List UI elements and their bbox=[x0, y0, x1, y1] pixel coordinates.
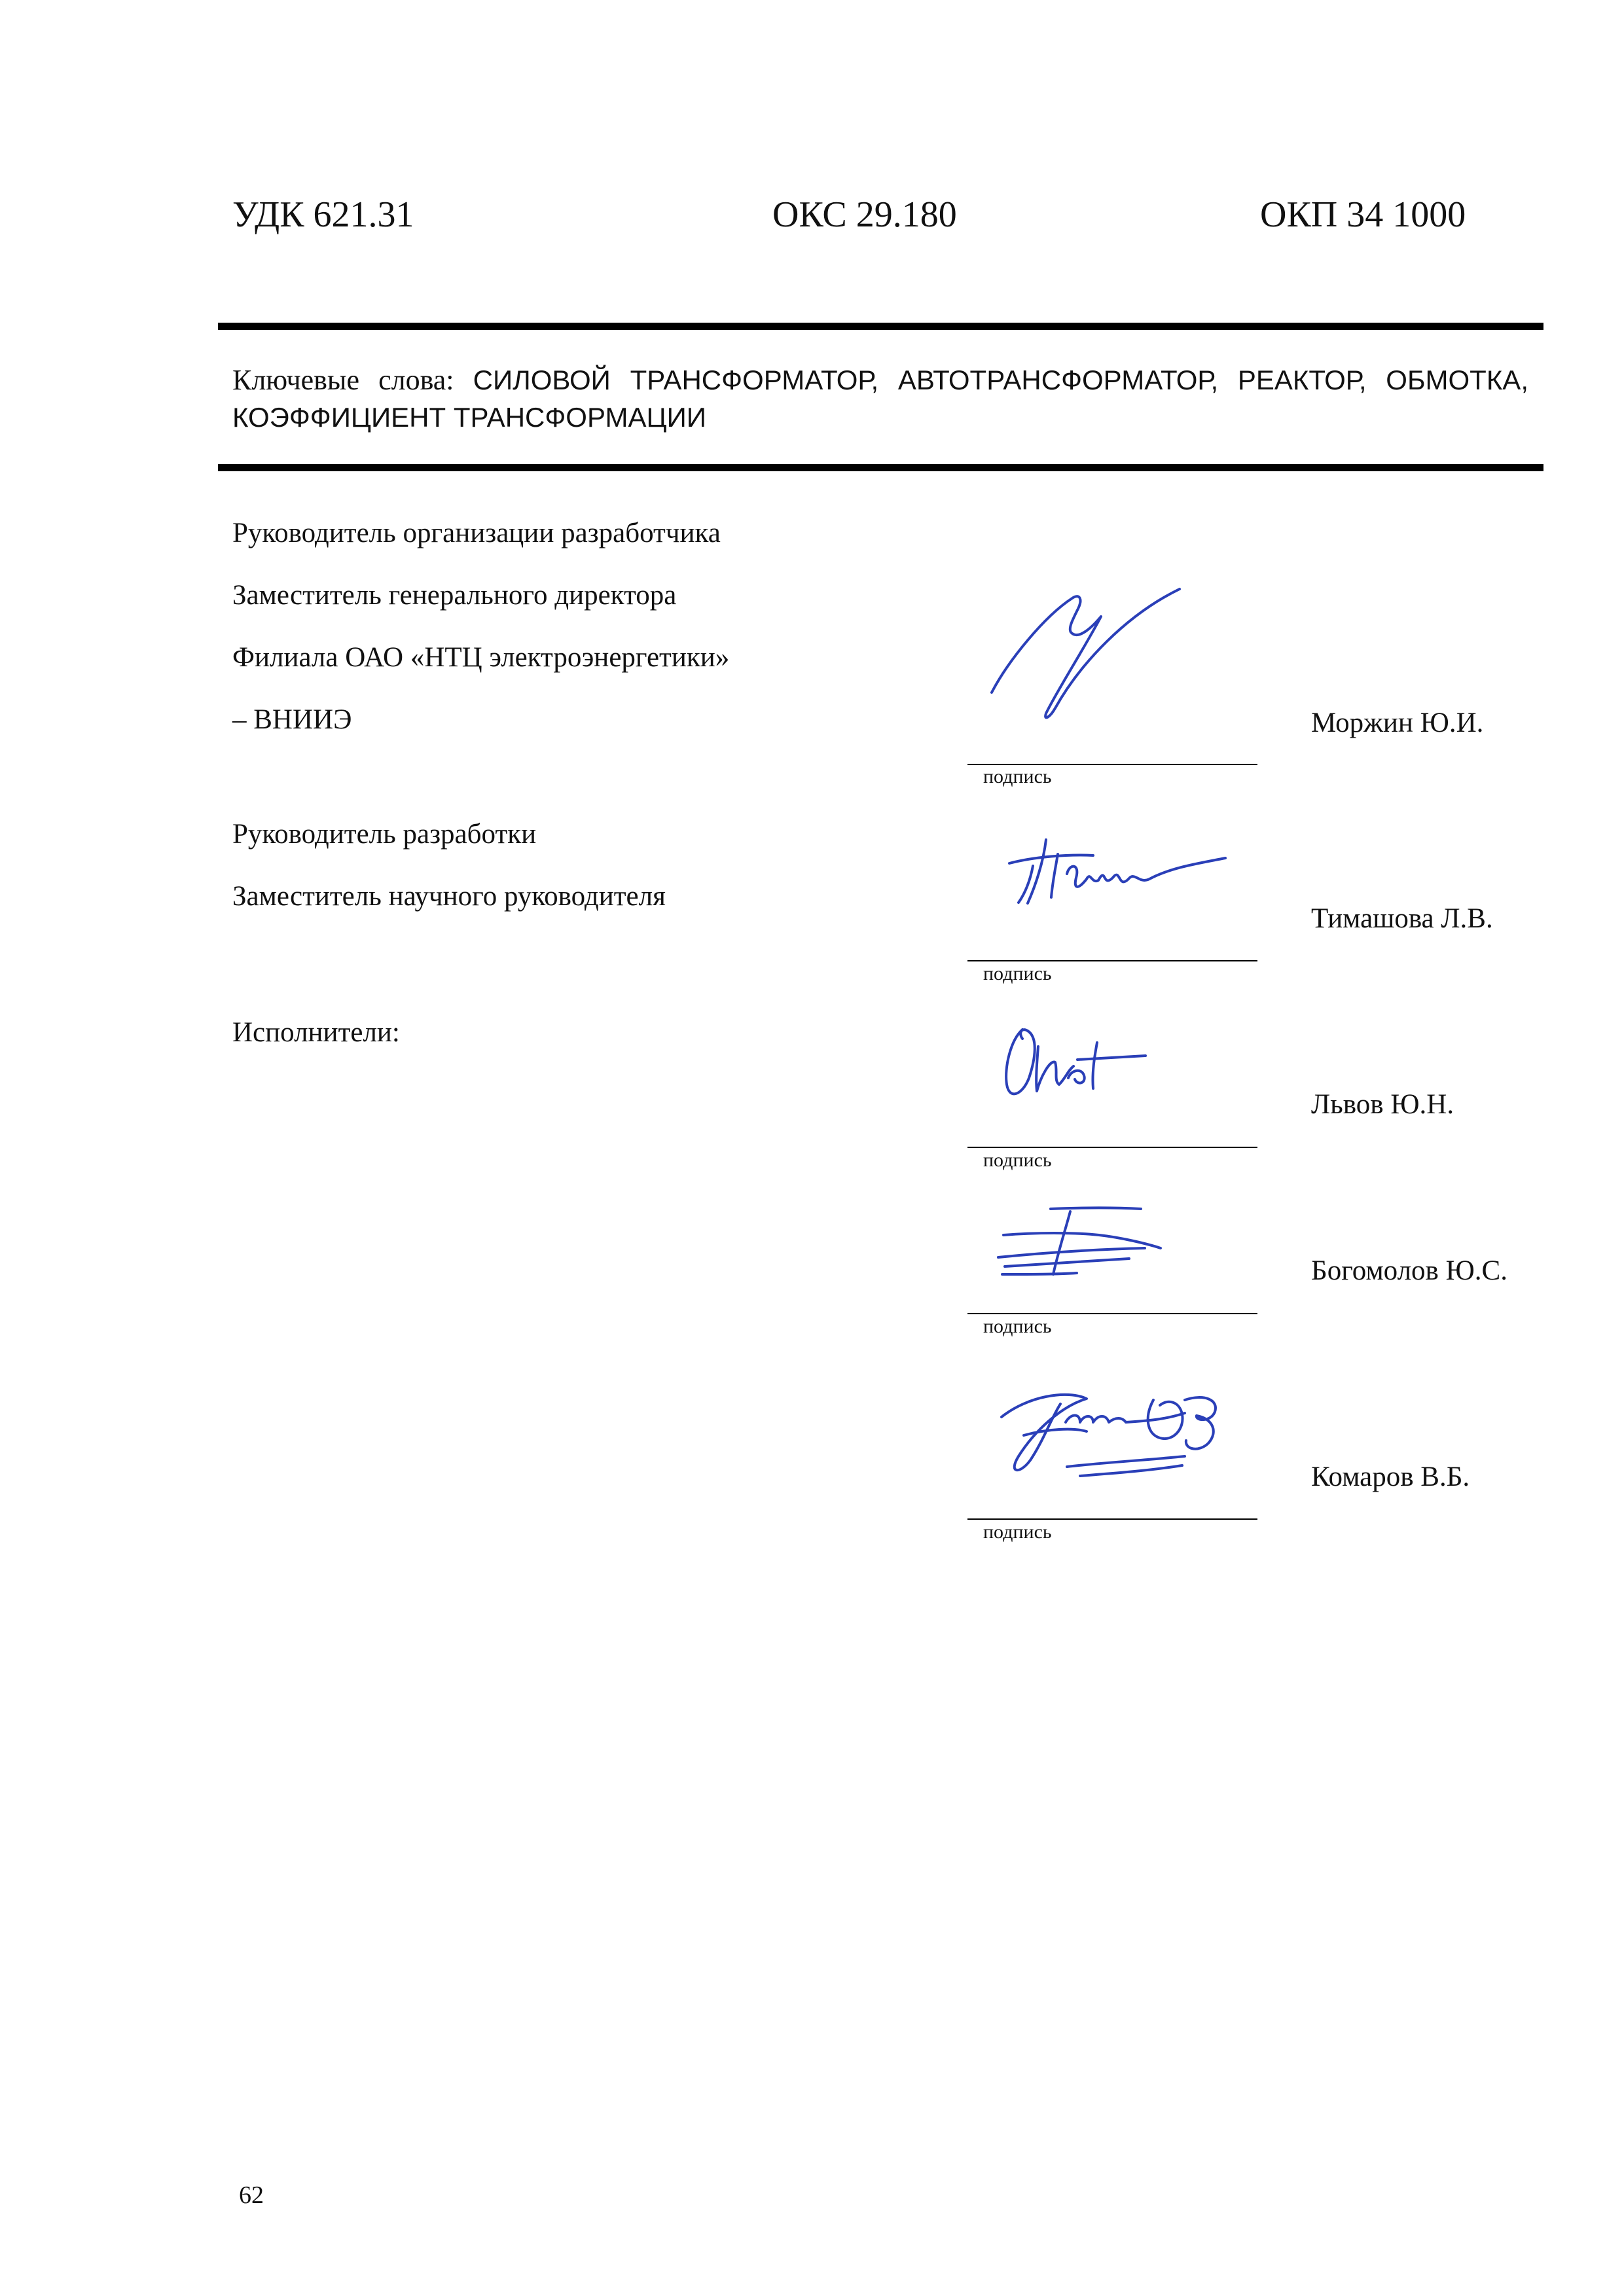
okp-code: ОКП 34 1000 bbox=[1260, 194, 1466, 235]
keywords-label: Ключевые слова: bbox=[232, 364, 454, 396]
org-head-position: Заместитель генерального директора bbox=[232, 580, 677, 611]
page-number: 62 bbox=[239, 2181, 264, 2209]
name-timashova: Тимашова Л.В. bbox=[1311, 903, 1493, 934]
signature-caption-komarov: подпись bbox=[983, 1521, 1052, 1543]
org-head-branch: Филиала ОАО «НТЦ электроэнергетики» bbox=[232, 642, 730, 673]
signature-bogomolov bbox=[985, 1201, 1182, 1286]
signature-timashova bbox=[995, 828, 1237, 913]
signature-caption-morzhin: подпись bbox=[983, 766, 1052, 787]
signature-lvov bbox=[995, 1018, 1152, 1109]
signature-morzhin bbox=[982, 583, 1204, 733]
name-komarov: Комаров В.Б. bbox=[1311, 1462, 1470, 1492]
keywords-block bbox=[232, 361, 1528, 436]
name-morzhin: Моржин Ю.И. bbox=[1311, 708, 1484, 738]
signature-line-morzhin bbox=[967, 764, 1257, 765]
signature-caption-lvov: подпись bbox=[983, 1149, 1052, 1171]
signature-line-komarov bbox=[967, 1518, 1257, 1520]
keywords-text: СИЛОВОЙ ТРАНСФОРМАТОР, АВТОТРАНСФОРМАТОР, РЕАКТОР, ОБМОТКА, КОЭФФИЦИЕНТ ТРАНСФОРМАЦИИ bbox=[232, 365, 1528, 433]
signature-line-timashova bbox=[967, 960, 1257, 961]
udk-code: УДК 621.31 bbox=[232, 194, 414, 235]
dev-head-position: Заместитель научного руководителя bbox=[232, 881, 666, 912]
oks-code: ОКС 29.180 bbox=[772, 194, 957, 235]
top-divider bbox=[218, 323, 1543, 330]
org-head-title: Руководитель организации разработчика bbox=[232, 518, 721, 548]
org-head-institute: – ВНИИЭ bbox=[232, 704, 352, 735]
signature-caption-timashova: подпись bbox=[983, 963, 1052, 984]
name-lvov: Львов Ю.Н. bbox=[1311, 1089, 1454, 1120]
dev-head-title: Руководитель разработки bbox=[232, 819, 537, 850]
bottom-divider bbox=[218, 464, 1543, 471]
signature-komarov bbox=[988, 1358, 1237, 1489]
name-bogomolov: Богомолов Ю.С. bbox=[1311, 1255, 1507, 1286]
executors-label: Исполнители: bbox=[232, 1017, 400, 1048]
signature-line-lvov bbox=[967, 1147, 1257, 1148]
signature-line-bogomolov bbox=[967, 1313, 1257, 1314]
signature-caption-bogomolov: подпись bbox=[983, 1316, 1052, 1337]
